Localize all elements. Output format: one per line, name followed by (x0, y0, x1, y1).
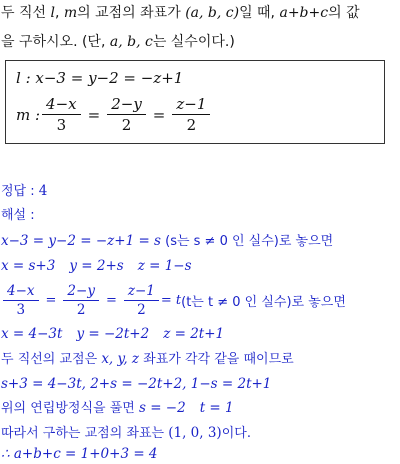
question-line-1 (1, 4, 360, 22)
math-expression: x−3 = y−2 = −z+1 = s (1, 233, 161, 249)
line-m-equation (16, 95, 212, 134)
line-m-symbol: m (63, 5, 78, 21)
math-expression: s = −2 (138, 400, 186, 416)
equals-sign: = (87, 105, 101, 124)
equations-box (5, 60, 385, 144)
variables: a, b, c (109, 34, 153, 50)
solution-text: 이다. (221, 426, 251, 441)
solution-text: 따라서 구하는 교점의 좌표는 (1, 426, 169, 441)
line-l-equation: l : x−3 = y−2 = −z+1 (16, 69, 184, 87)
solution-step-5 (1, 351, 294, 368)
math-expression: z = 1−s (137, 258, 192, 274)
question-text: 의 교점의 좌표가 (77, 5, 186, 21)
question-text: 의 값 (328, 5, 360, 21)
fraction (5, 283, 37, 318)
intersection-coord: (a, b, c) (185, 5, 240, 21)
math-expression: x = 4−3t (1, 326, 63, 342)
solution-text: 두 직선의 교점은 (1, 352, 102, 367)
numerator: 2−y (111, 95, 142, 113)
math-expression: x = s+3 (1, 258, 56, 274)
solution-text: (s는 s ≠ 0 인 실수)로 놓으면 (160, 234, 334, 249)
solution-step-7 (1, 400, 234, 417)
denominator: 2 (172, 114, 210, 134)
denominator: 3 (3, 300, 39, 318)
comma: , (54, 5, 64, 21)
solution-step-1 (1, 233, 333, 250)
answer-value: 4 (38, 183, 48, 199)
denominator: 3 (42, 114, 81, 134)
sum-expression: a+b+c (279, 5, 329, 21)
math-expression: (1, 0, 3) (168, 425, 222, 441)
line-l-symbol: l (50, 5, 55, 21)
solution-step-4 (1, 326, 224, 343)
denominator: 2 (124, 300, 159, 318)
equals-sign: = (45, 293, 57, 308)
numerator: 2−y (67, 283, 95, 299)
solution-text: (t는 t ≠ 0 인 실수)로 놓으면 (181, 295, 346, 310)
solution-step-2 (1, 258, 192, 275)
math-expression: x, y, z (101, 351, 140, 367)
denominator: 2 (107, 114, 146, 134)
equals-sign: = (152, 105, 166, 124)
solution-text: 좌표가 각각 같을 때이므로 (139, 352, 294, 367)
numerator: 4−x (46, 95, 77, 113)
question-text: 일 때, (239, 5, 280, 21)
answer-line (1, 183, 47, 200)
math-expression: y = −2t+2 (76, 326, 150, 342)
line-m-label: m : (16, 105, 41, 124)
equals-sign: = (105, 293, 117, 308)
question-text: 는 실수이다.) (152, 34, 235, 50)
numerator: 4−x (7, 283, 35, 299)
fraction (44, 95, 79, 134)
fraction (174, 95, 208, 134)
answer-label: 정답 : (1, 184, 39, 199)
fraction (109, 95, 144, 134)
fraction (126, 283, 157, 318)
math-expression: = t (160, 293, 182, 308)
question-line-2 (1, 33, 235, 51)
solution-step-3 (1, 283, 346, 318)
math-expression: y = 2+s (69, 258, 124, 274)
numerator: z−1 (176, 95, 207, 113)
solution-step-9 (1, 446, 158, 463)
math-expression: t = 1 (199, 400, 234, 416)
solution-step-6 (1, 376, 271, 393)
solution-heading: 해설 : (1, 208, 35, 223)
solution-text: 위의 연립방정식을 풀면 (1, 401, 139, 416)
math-expression: ∴ a+b+c = 1+0+3 = 4 (1, 446, 158, 462)
numerator: z−1 (127, 283, 155, 299)
question-text: 을 구하시오. (단, (1, 34, 110, 50)
math-expression: s+3 = 4−3t, 2+s = −2t+2, 1−s = 2t+1 (1, 376, 272, 392)
fraction (65, 283, 97, 318)
denominator: 2 (63, 300, 99, 318)
question-text: 두 직선 (1, 5, 51, 21)
solution-step-8 (1, 425, 251, 442)
math-expression: z = 2t+1 (163, 326, 225, 342)
